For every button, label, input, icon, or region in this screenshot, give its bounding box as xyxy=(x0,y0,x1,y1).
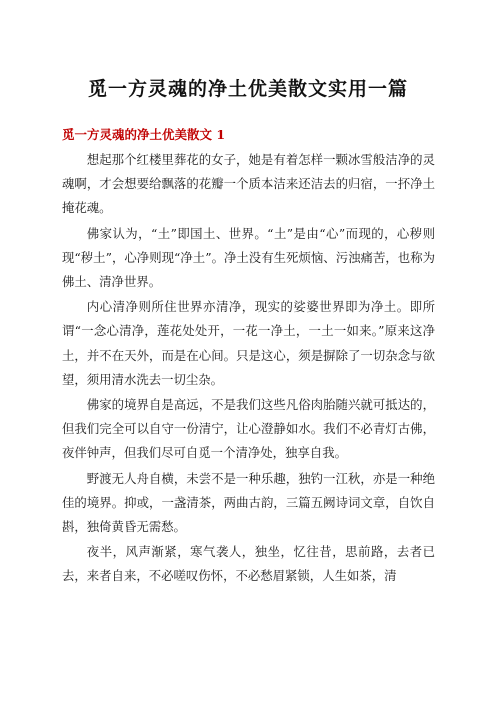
paragraph-3: 内心清净则所住世界亦清净，现实的娑婆世界即为净土。即所谓“一念心清净，莲花处处开，一花一净土，一土一如来。”原来这净土，并不在天外，而是在心间。只是这心，须是摒除了一切杂念与欲望，须用清水洗去一切尘杂。 xyxy=(62,299,435,387)
paragraph-2: 佛家认为，“土”即国土、世界。“土”是由“心”而现的，心秽则现“秽土”，心净则现“净土”。净土没有生死烦恼、污浊痛苦，也称为佛土、清净世界。 xyxy=(62,225,435,290)
paragraph-4: 佛家的境界自是高远，不是我们这些凡俗肉胎随兴就可抵达的，但我们完全可以自守一份清宁，让心澄静如水。我们不必青灯古佛，夜伴钟声，但我们尽可自觅一个清净处，独享自我。 xyxy=(62,397,435,461)
document-title: 觅一方灵魂的净土优美散文实用一篇 xyxy=(87,78,408,100)
section-heading: 觅一方灵魂的净土优美散文 1 xyxy=(62,127,226,142)
paragraph-1: 想起那个红楼里葬花的女子，她是有着怎样一颗冰雪般洁净的灵魂啊，才会想要给飘落的花瓣一个质本洁来还洁去的归宿，一抔净土掩花魂。 xyxy=(62,152,435,216)
paragraph-5: 野渡无人舟自横，未尝不是一种乐趣，独钓一江秋，亦是一种绝佳的境界。抑或，一盏清茶，两曲古韵，三篇五阙诗词文章，自饮自斟，独倚黄昏无需愁。 xyxy=(62,470,435,535)
paragraph-6: 夜半，风声渐紧，寒气袭人，独坐，忆往昔，思前路，去者已去，来者自来，不必嗟叹伤怀，不必愁眉紧锁，人生如茶，清 xyxy=(62,544,435,584)
document-body xyxy=(62,148,435,590)
